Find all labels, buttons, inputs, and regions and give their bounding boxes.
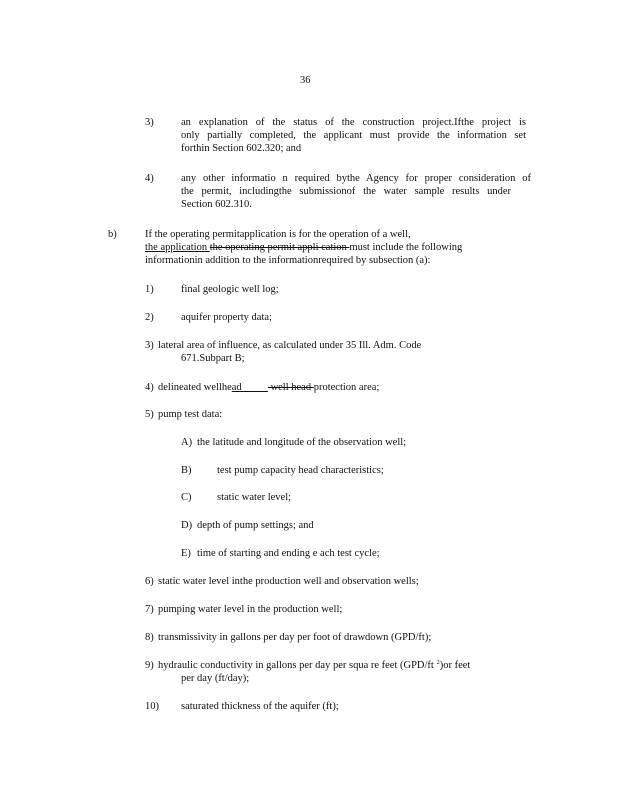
item-text: static water level inthe production well and observation wells; (158, 576, 419, 587)
item-line: any other informatio n required bythe Agency for proper consideration of (181, 173, 531, 184)
item-number: 7) (145, 604, 154, 615)
subitem-text: time of starting and ending e ach test cycle; (197, 548, 380, 559)
deleted-text: the operating permit appli cation (209, 242, 350, 253)
section-label: b) (108, 229, 117, 240)
subitem-label: A) (181, 437, 193, 448)
subitem-label: B) (181, 465, 192, 476)
item-text: pumping water level in the production well; (158, 604, 343, 615)
item-number: 10) (145, 701, 159, 712)
section-line-amended (145, 241, 462, 255)
item-line: an explanation of the status of the construction project.Ifthe project is (181, 117, 526, 128)
section-text: must include the following (349, 242, 463, 253)
item-text: protection area; (313, 382, 380, 393)
item-number: 4) (145, 382, 154, 393)
item-number: 2) (145, 312, 154, 323)
item-text: final geologic well log; (181, 284, 279, 295)
section-line: If the operating permitapplication is for the operation of a well, (145, 229, 411, 240)
item-number: 8) (145, 632, 154, 643)
subitem-text: the latitude and longitude of the observation well; (197, 437, 407, 448)
inserted-text: the application (145, 242, 210, 253)
item-text-cont: per day (ft/day); (181, 673, 250, 684)
item-text: delineated wellhe (158, 382, 232, 393)
section-line: informationin addition to the informationrequired by subsection (a): (145, 255, 431, 266)
item-text: saturated thickness of the aquifer (ft); (181, 701, 339, 712)
item-line: only partially completed, the applicant must provide the information set (181, 130, 526, 141)
subitem-text: test pump capacity head characteristics; (217, 465, 384, 476)
inserted-text: ad (231, 382, 268, 393)
item-number: 3) (145, 117, 154, 128)
item-text: aquifer property data; (181, 312, 272, 323)
superscript: 2 (436, 659, 440, 666)
subitem-text: static water level; (217, 492, 292, 503)
page-number: 36 (300, 75, 311, 86)
item-text: lateral area of influence, as calculated under 35 Ill. Adm. Code (158, 340, 422, 351)
item-text: pump test data: (158, 409, 223, 420)
item-text: transmissivity in gallons per day per foot of drawdown (GPD/ft); (158, 632, 432, 643)
item-text: )or feet (439, 660, 471, 671)
subitem-label: E) (181, 548, 191, 559)
item-text-amended (158, 381, 379, 395)
item-number: 9) (145, 660, 154, 671)
item-number: 4) (145, 173, 154, 184)
subitem-text: depth of pump settings; and (197, 520, 314, 531)
deleted-text: well head (267, 382, 314, 393)
item-number: 6) (145, 576, 154, 587)
item-number: 1) (145, 284, 154, 295)
subitem-label: D) (181, 520, 193, 531)
item-line: the permit, includingthe submissionof the water sample results under (181, 186, 511, 197)
item-line: Section 602.310. (181, 199, 252, 210)
subitem-label: C) (181, 492, 192, 503)
item-line: forthin Section 602.320; and (181, 143, 302, 154)
item-number: 5) (145, 409, 154, 420)
item-text-cont: 671.Subpart B; (181, 353, 245, 364)
item-text: hydraulic conductivity in gallons per day per squa re feet (GPD/ft (158, 660, 437, 671)
item-number: 3) (145, 340, 154, 351)
item-text-with-superscript (158, 659, 470, 673)
